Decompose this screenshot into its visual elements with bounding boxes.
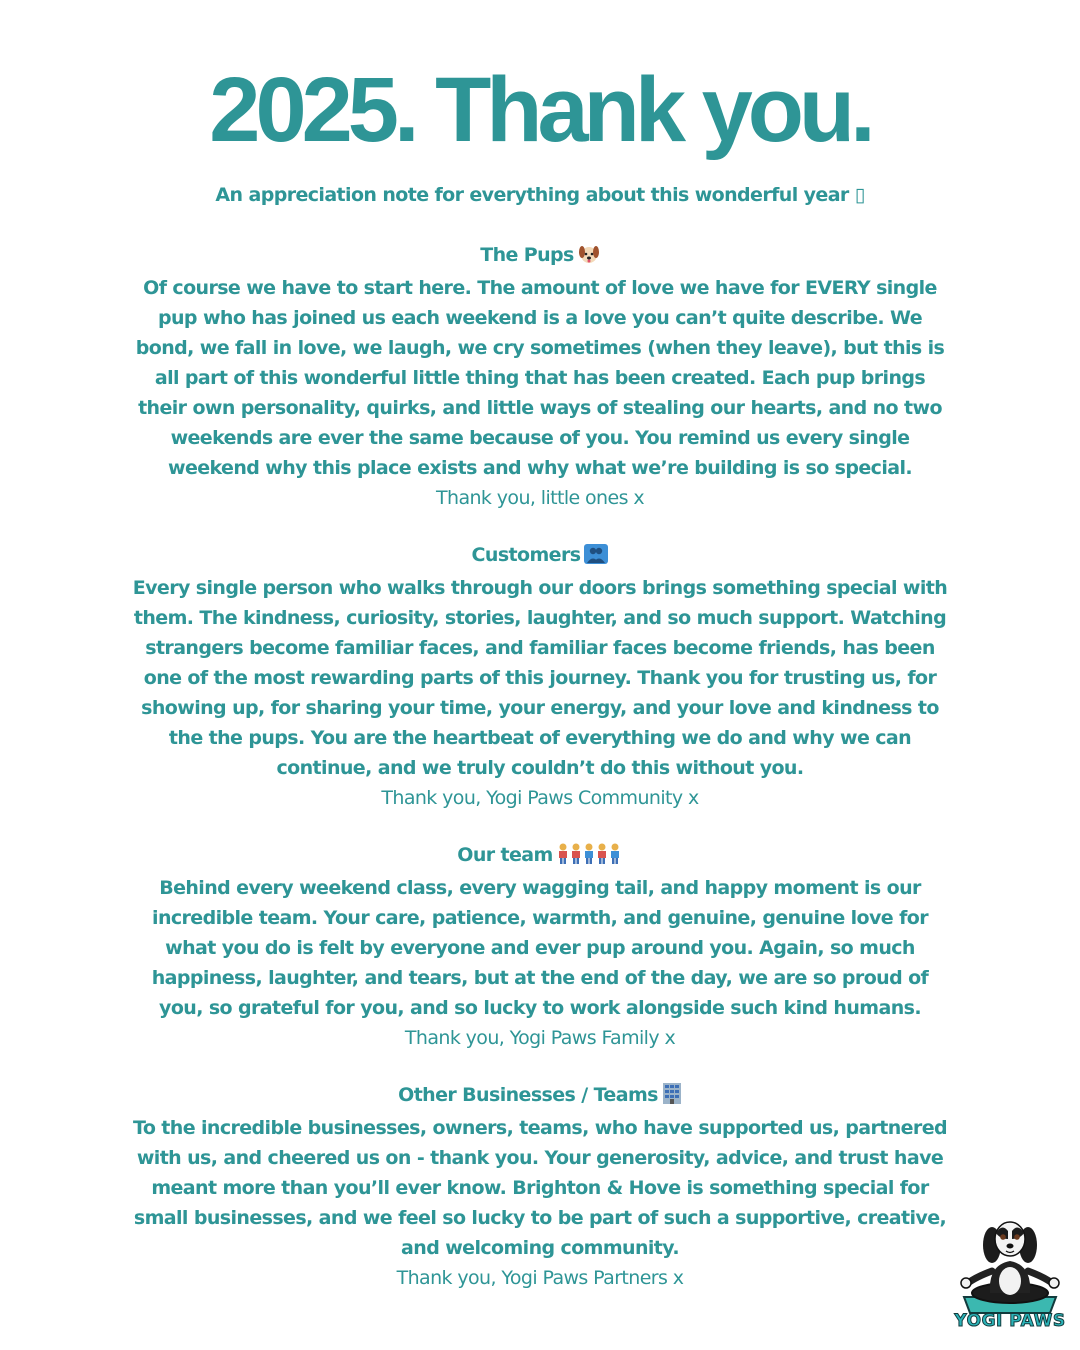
section-signoff: Thank you, Yogi Paws Partners x [396, 1267, 684, 1289]
meditating-dog-logo-icon [950, 1215, 1070, 1315]
section-body: Every single person who walks through our doors brings something special with them. The kindness, curiosity, stories, laughter, and so much support. Watching strangers become familiar faces, and familiar faces become friends, has been one of the most rewarding parts of this journey. Thank you for trusting us, for showing up, for sharing your time, your energy, and your love and kindness to the the pups. You are the heartbeat of everything we do and why we can continue, and we truly couldn’t do this without you. [132, 577, 948, 779]
section-body: Of course we have to start here. The amount of love we have for EVERY single pup who has joined us each weekend is a love you can’t quite describe. We bond, we fall in love, we laugh, we cry sometimes (when they leave), but this is all part of this wonderful little thing that has been created. Each pup brings their own personality, quirks, and little ways of stealing our hearts, and no two weekends are ever the same because of you. You remind us every single weekend why this place exists and why what we’re building is so special. [135, 277, 945, 479]
section-heading [130, 1080, 950, 1113]
section-heading [130, 540, 950, 573]
section-heading [130, 840, 950, 873]
team-people-icon [557, 842, 623, 873]
section-heading-label: The Pups [480, 244, 574, 266]
section-signoff: Thank you, Yogi Paws Family x [404, 1027, 676, 1049]
page-subtitle: An appreciation note for everything about this wonderful year ▯ [215, 184, 865, 206]
yogi-paws-logo [950, 1215, 1070, 1335]
section-heading-label: Customers [471, 544, 581, 566]
section-heading-label: Other Businesses / Teams [398, 1084, 658, 1106]
section-our-team [130, 840, 950, 1053]
section-signoff: Thank you, little ones x [436, 487, 644, 509]
section-body: Behind every weekend class, every wagging tail, and happy moment is our incredible team. Your care, patience, warmth, and genuine, genuine love for what you do is felt by everyone and ever pup around you. Again, so much happiness, laughter, and tears, but at the end of the day, we are so proud of you, so grateful for you, and so lucky to work alongside such kind humans. [151, 877, 929, 1019]
office-building-icon [662, 1082, 682, 1113]
section-heading [130, 240, 950, 273]
section-the-pups [130, 240, 950, 513]
section-signoff: Thank you, Yogi Paws Community x [381, 787, 699, 809]
page-title: 2025. Thank you. [209, 59, 871, 161]
section-customers [130, 540, 950, 813]
section-heading-label: Our team [457, 844, 553, 866]
section-body: To the incredible businesses, owners, teams, who have supported us, partnered with us, and cheered us on - thank you. Your generosity, advice, and trust have meant more than you’ll ever know. Brighton & Hove is something special for small businesses, and we feel so lucky to be part of such a supportive, creative, and welcoming community. [132, 1117, 947, 1259]
dog-face-icon [578, 243, 600, 273]
people-hugging-icon [584, 543, 608, 573]
logo-text: YOGI PAWS [954, 1311, 1066, 1331]
section-other-businesses [130, 1080, 950, 1293]
